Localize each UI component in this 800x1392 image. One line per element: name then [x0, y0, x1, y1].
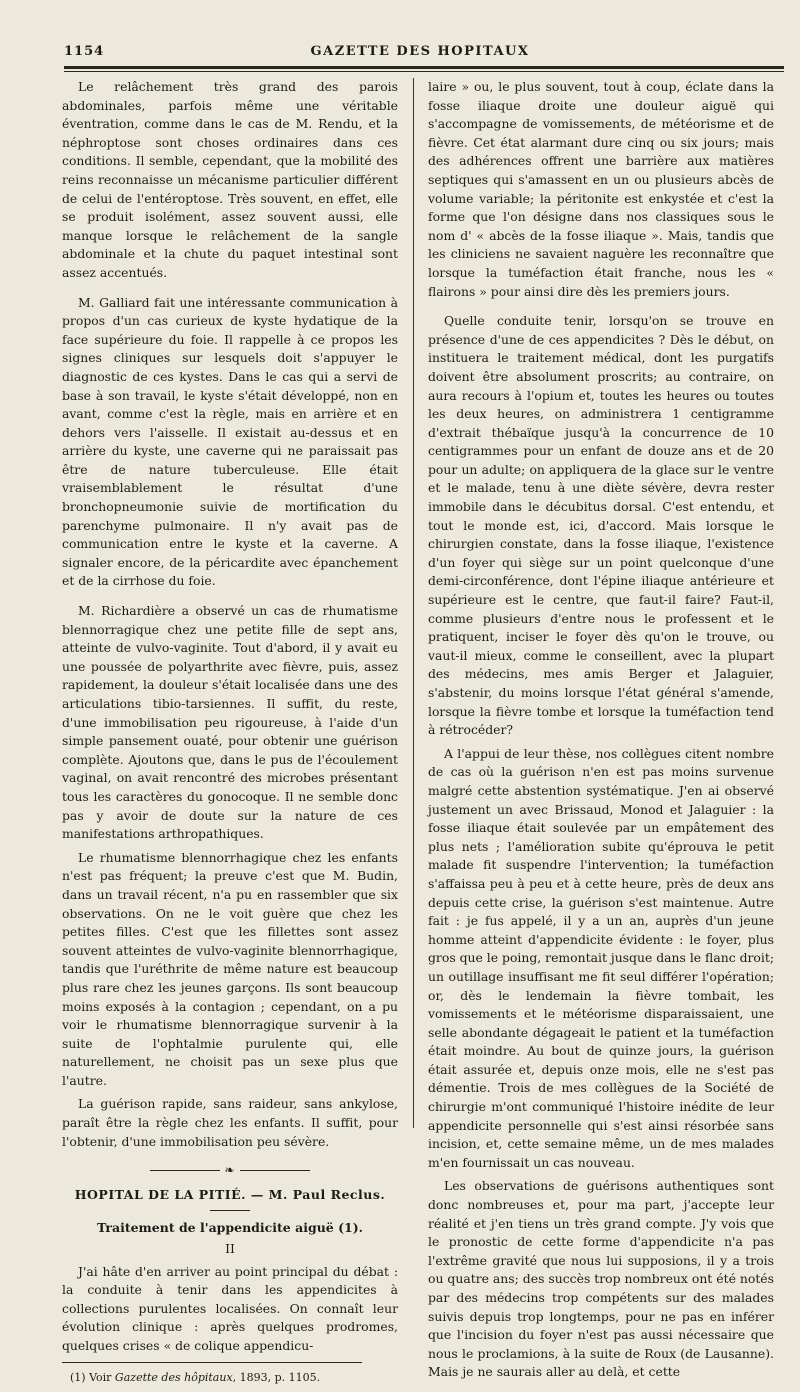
paragraph-rendu: Le relâchement très grand des parois abdominales, parfois même une véritable éventration, comme dans le cas de M. Rendu, et la néphroptose sont choses ordinaires dans ces conditions. Il semble, cependant, que la mobilité des reins reconnaisse un mécanisme particulier différent de celui de l'entéroptose. Très souvent, en effet, elle se produit isolément, assez souvent aussi, elle manque lorsque le relâchement de la sangle abdominale et la chute du paquet intestinal sont assez accentués.: [62, 79, 398, 280]
header-rule-thin: [64, 71, 784, 72]
left-column: [62, 78, 398, 1392]
paragraph-observations: Les observations de guérisons authentiques sont donc nombreuses et, pour ma part, j'accepte leur réalité et j'en tiens un très grand compte. J'y vois que le pronostic de cette forme d'appendicite n'a pas l'extrême gravité que nous lui supposions, il y a trois ou quatre ans; des succès trop nombreux ont été notés par des médecins trop compétents sur des malades suivis depuis trop longtemps, pour ne pas en inférer que l'incision du foyer n'est pas aussi nécessaire que nous le proclamions, à la suite de Roux (de Lausanne). Mais je ne saurais aller au delà, et cette: [428, 1178, 774, 1380]
page-header: [64, 38, 776, 60]
header-rule-thick: [64, 66, 784, 69]
paragraph-appui: A l'appui de leur thèse, nos collègues citent nombre de cas où la guérison n'en est pas moins survenue malgré cette abstention systématique. J'en ai observé justement un avec Brissaud, Monod et Jalaguier : la fosse iliaque était soulevée par un empâtement des plus nets ; l'amélioration subite qu'éprouva le petit malade fit suspendre l'intervention; la tuméfaction s'affaissa peu à peu et à cette heure, près de deux ans depuis cette crise, la guérison s'est maintenue. Autre fait : je fus appelé, il y a un an, auprès d'un jeune homme atteint d'appendicite évidente : le foyer, plus gros que le poing, remontait jusque dans le flanc droit; un outillage insuffisant me fit seul différer l'opération; or, dès le lendemain la fièvre tombait, les vomissements et le météorisme disparaissaient, une selle abondante dégageait le patient et la tuméfaction était moindre. Au bout de quinze jours, la guérison était assurée et, depuis onze mois, elle ne s'est pas démentie. Trois de mes collègues de la Société de chirurgie m'ont communiqué l'histoire inédite de leur appendicite personnelle qui s'est ainsi résorbée sans incision, et, cette semaine même, un de mes malades m'en fournissait un cas nouveau.: [428, 745, 775, 1170]
hospital-heading: HOPITAL DE LA PITIÉ. — M. Paul Reclus.: [74, 1186, 386, 1202]
paragraph-richardiere: M. Richardière a observé un cas de rhumatisme blennorragique chez une petite fille de sept ans, atteinte de vulvo-vaginite. Tout d'abord, il y avait eu une poussée de polyarthrite avec fièvre, puis, assez rapidement, la douleur s'était localisée dans une des articulations tibio-tarsiennes. Il suffit, du reste, d'une immobilisation peu rigoureuse, à l'aide d'un simple pansement ouaté, pour obtenir une guérison complète. Ajoutons que, dans le pus de l'écoulement vaginal, on avait rencontré des microbes présentant tous les caractères du gonocoque. Il ne semble donc pas y avoir de doute sur la nature de ces manifestations arthropathiques.: [62, 603, 398, 842]
paragraph-conduite: Quelle conduite tenir, lorsqu'on se trouve en présence d'une de ces appendicites ? Dès le début, on instituera le traitement médical, dont les purgatifs doivent être absolument proscrits; au contraire, on aura recours à l'opium et, toutes les heures ou toutes les deux heures, on administrera 1 centigramme d'extrait thébaïque jusqu'à la concurrence de 10 centigrammes pour un enfant de douze ans et de 20 pour un adulte; on appliquera de la glace sur le ventre et le malade, tenu à une diète sévère, devra rester immobile dans le décubitus dorsal. C'est entendu, et tout le monde est, ici, d'accord. Mais lorsque le chirurgien constate, dans la fosse iliaque, l'existence d'un foyer qui siège sur un point quelconque d'une demi-circonférence, dont l'épine iliaque antérieure et supérieure est le centre, que faut-il faire? Faut-il, comme plusieurs d'entre nous le professent et le pratiquent, inciser le foyer dès qu'on le trouve, ou vaut-il mieux, comme le conseillent, avec la plupart des médecins, mes amis Berger et Jalaguier, s'abstenir, du moins lorsque l'état général s'amende, lorsque la fièvre tombe et lorsque la tuméfaction tend à rétrocéder?: [428, 313, 774, 738]
section-number: II: [225, 1241, 235, 1257]
footnote: (1) Voir Gazette des hôpitaux, 1893, p. 1105.: [70, 1370, 321, 1384]
paragraph-galliard: M. Galliard fait une intéressante communication à propos d'un cas curieux de kyste hydatique de la face supérieure du foie. Il rappelle à ce propos les signes cliniques sur lesquels doit s'appuyer le diagnostic de ces kystes. Dans le cas qui a servi de base à son travail, le kyste s'était développé, non en avant, comme c'est la règle, mais en arrière et en dehors vers l'aisselle. Il existait au-dessus et en arrière du kyste, une caverne qui ne paraissait pas être de nature tuberculeuse. Elle était vraisemblablement le résultat d'une bronchopneumonie suivie de mortification du parenchyme pulmonaire. Il n'y avait pas de communication entre le kyste et la caverne. A signaler encore, de la péricardite avec épanchement et de la cirrhose du foie.: [62, 294, 398, 589]
paragraph-guerison: La guérison rapide, sans raideur, sans ankylose, paraît être la règle chez les enfants. Il suffit, pour l'obtenir, d'une immobilisation peu sévère.: [62, 1096, 398, 1149]
article-title: Traitement de l'appendicite aiguë (1).: [97, 1220, 363, 1236]
short-rule: [210, 1210, 250, 1211]
paragraph-rhumatisme: Le rhumatisme blennorrhagique chez les enfants n'est pas fréquent; la preuve c'est que M. Budin, dans un travail récent, n'a pu en rassembler que six observations. On ne le voit guère que chez les petites filles. C'est que les fillettes sont assez souvent atteintes de vulvo-vaginite blennorrhagique, tandis que l'uréthrite de même nature est beaucoup plus rare chez les jeunes garçons. Ils sont beaucoup moins exposés à la contagion ; cependant, on a pu voir le rhumatisme blennorragique survenir à la suite de l'ophtalmie purulente qui, elle naturellement, ne choisit pas un sexe plus que l'autre.: [62, 849, 398, 1088]
column-divider: [413, 78, 414, 1128]
page-number: 1154: [64, 44, 105, 59]
paragraph-continuation: laire » ou, le plus souvent, tout à coup, éclate dans la fosse iliaque droite une douleur aiguë qui s'accompagne de vomissements, de météorisme et de fièvre. Cet état alarmant dure cinq ou six jours; mais des adhérences offrent une barrière aux matières septiques qui s'amassent en un ou plusieurs abcès de volume variable; la péritonite est enkystée et c'est la forme que l'on désigne dans nos classiques sous le nom d' « abcès de la fosse iliaque ». Mais, tandis que les cliniciens ne savaient naguère les reconnaître que lorsque la tuméfaction était franche, nous les « flairons » pour ainsi dire dès les premiers jours.: [428, 79, 774, 299]
footnote-rule: [62, 1362, 362, 1363]
journal-title: GAZETTE DES HOPITAUX: [310, 44, 530, 59]
paragraph-appendicite-intro: J'ai hâte d'en arriver au point principal du débat : la conduite à tenir dans les appendicites à collections purulentes localisées. On connaît leur évolution clinique : après quelques prodromes, quelques crises « de colique appendicu-: [62, 1263, 398, 1353]
section-ornament: ❧: [62, 1161, 398, 1180]
right-column: [428, 78, 774, 1387]
